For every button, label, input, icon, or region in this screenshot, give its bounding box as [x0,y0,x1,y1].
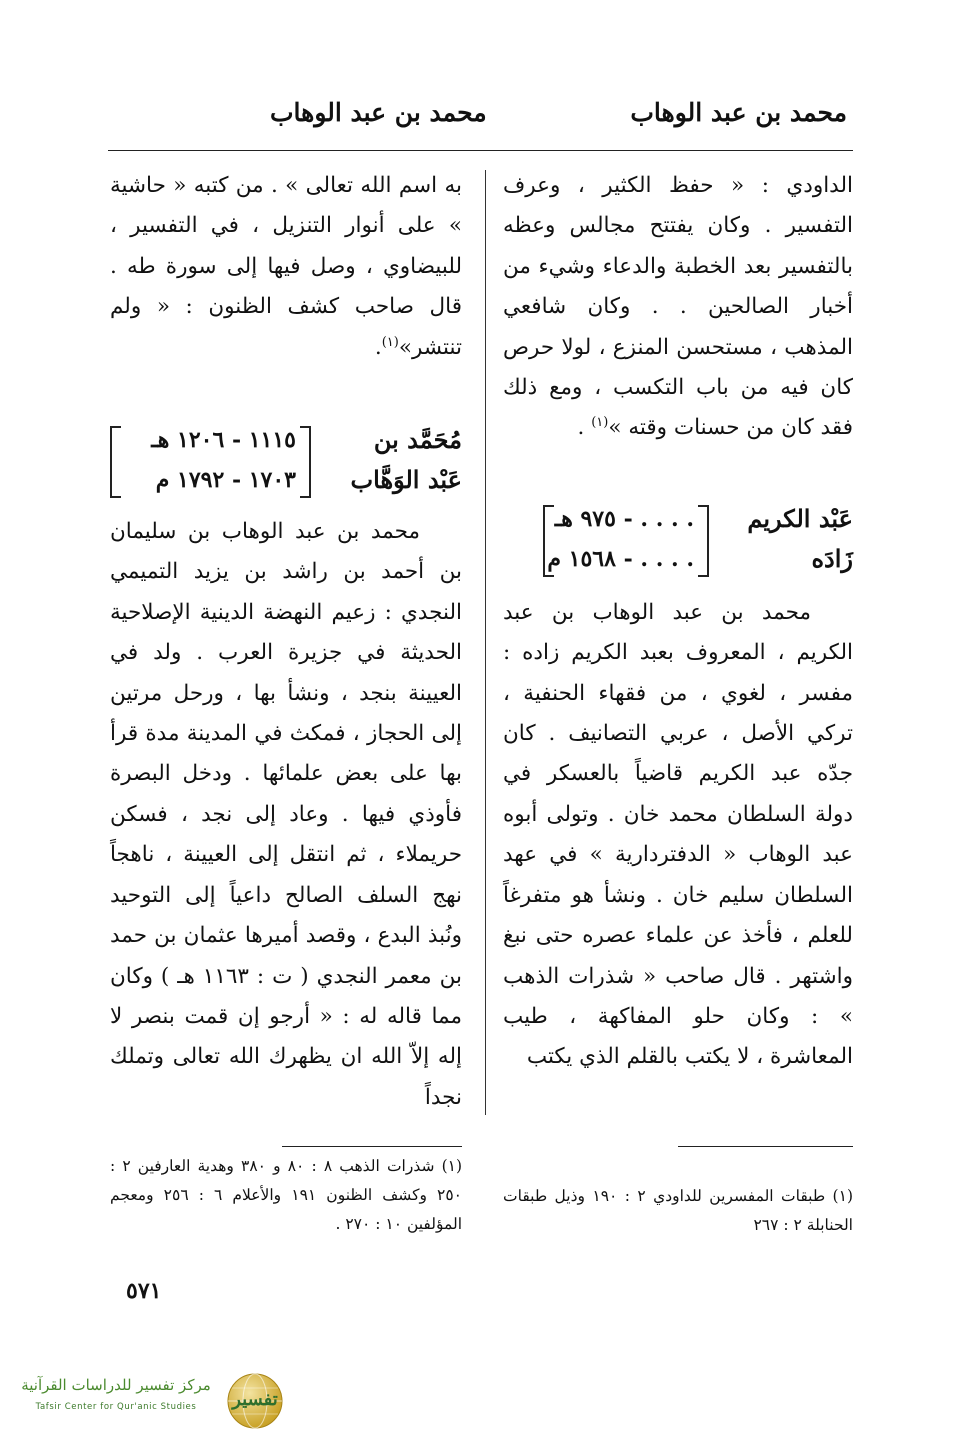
biography-name-line-2: زَادَه [811,543,853,573]
left-paragraph-1-end: . [374,334,382,360]
column-separator [485,170,486,1115]
running-header-left: محمد بن عبد الوهاب [270,98,487,127]
biography-heading-abd-al-karim [503,499,853,583]
right-paragraph-1 [503,166,853,449]
footnote-marker: (١) [381,334,399,350]
footnote-left: (١) شذرات الذهب ٨ : ٨٠ و ٣٨٠ وهدية العارفين ٢ : ٢٥٠ وكشف الظنون ١٩١ والأعلام ٦ : ٢٥٦ ومعجم المؤلفين ١٠ : ٢٧٠ . [110,1157,463,1233]
left-paragraph-1 [110,166,462,368]
biography-heading-muhammad-ibn-abd-al-wahhab [110,420,462,504]
logo-word: تفسير [232,1389,278,1410]
bracket-close [543,505,554,577]
running-header-right: محمد بن عبد الوهاب [630,98,847,127]
date-gregorian: ١٧٠٣ - ١٧٩٢ م [155,467,296,494]
biography-name-line-2: عَبْد الوَهَّاب [350,465,462,495]
tafsir-center-logo [8,1372,290,1432]
bracket-open [300,426,311,498]
right-paragraph-2: محمد بن عبد الوهاب بن عبد الكريم ، المعروف بعبد الكريم زاده : مفسر ، لغوي ، من فقهاء الحنفية ، تركي الأصل ، عربي التصانيف . كان جدّه عبد الكريم قاضياً بالعسكر في دولة السلطان محمد خان . وتولى أبوه عبد الوهاب « الدفتردارية » في عهد السلطان سليم خان . ونشأ هو متفرغاً للعلم ، فأخذ عن علماء عصره حتى نبغ واشتهر . قال صاحب « شذرات الذهب » : وكان حلو المفاكهة ، طيب المعاشرة ، لا يكتب بالقلم الذي يكتب [503,599,853,1070]
date-gregorian: . . . . - ١٥٦٨ م [547,545,694,572]
biography-name [351,420,462,500]
right-column [503,166,853,1078]
biography-name [747,499,853,579]
right-paragraph-1-end: . [577,415,592,441]
footnote-rule-right [678,1146,853,1147]
header-rule [108,150,853,151]
logo-english-name: Tafsir Center for Qur'anic Studies [35,1402,197,1412]
footnote-right: (١) طبقات المفسرين للداودي ٢ : ١٩٠ وذيل طبقات الحنابلة ٢ : ٢٦٧ [503,1187,853,1234]
biography-dates [124,420,296,500]
left-paragraph-1-text: به اسم الله تعالى » . من كتبه « حاشية » على أنوار التنزيل ، في التفسير ، للبيضاوي ، وصل فيها إلى سورة طه . قال صاحب كشف الظنون : « ولم تنتشر» [110,173,462,360]
logo-arabic-name: مركز تفسير للدراسات القرآنية [21,1376,211,1394]
left-paragraph-2: محمد بن عبد الوهاب بن سليمان بن أحمد بن راشد بن يزيد التميمي النجدي : زعيم النهضة الدينية الإصلاحية الحديثة في جزيرة العرب . ولد في العيينة بنجد ، ونشأ بها ، ورحل مرتين إلى الحجاز ، فمكث في المدينة مدة قرأ بها على بعض علمائها . ودخل البصرة فأوذي فيها . وعاد إلى نجد ، فسكن حريملاء ، ثم انتقل إلى العيينة ، ناهجاً نهج السلف الصالح داعياً إلى التوحيد ونُبذ البدع ، وقصد أميرها عثمان بن حمد بن معمر النجدي ( ت : ١١٦٣ هـ ) وكان مما قاله له : « أرجو إن قمت بنصر لا إله إلاّ الله ان يظهرك الله تعالى وتملك نجداً [110,519,462,1110]
date-hijri: . . . . - ٩٧٥ هـ [554,505,694,532]
footnote-rule-left [282,1146,462,1147]
biography-name-line-1: عَبْد الكريم [747,503,853,533]
biography-name-line-1: مُحَمَّد بن [373,425,462,455]
left-column [110,166,462,1118]
bracket-close [110,426,121,498]
footnote-marker: (١) [591,415,609,431]
date-hijri: ١١١٥ - ١٢٠٦ هـ [151,427,296,454]
bracket-open [698,505,709,577]
right-paragraph-1-text: الداودي : « حفظ الكثير ، وعرف التفسير . وكان يفتتح مجالس وعظه بالتفسير بعد الخطبة والدعاء وشيء من أخبار الصالحين . . وكان شافعي المذهب ، مستحسن المنزع ، لولا حرص كان فيه من باب التكسب ، ومع ذلك فقد كان من حسنات وقته » [503,173,853,441]
page-number: ٥٧١ [126,1278,162,1304]
biography-dates [547,499,694,579]
